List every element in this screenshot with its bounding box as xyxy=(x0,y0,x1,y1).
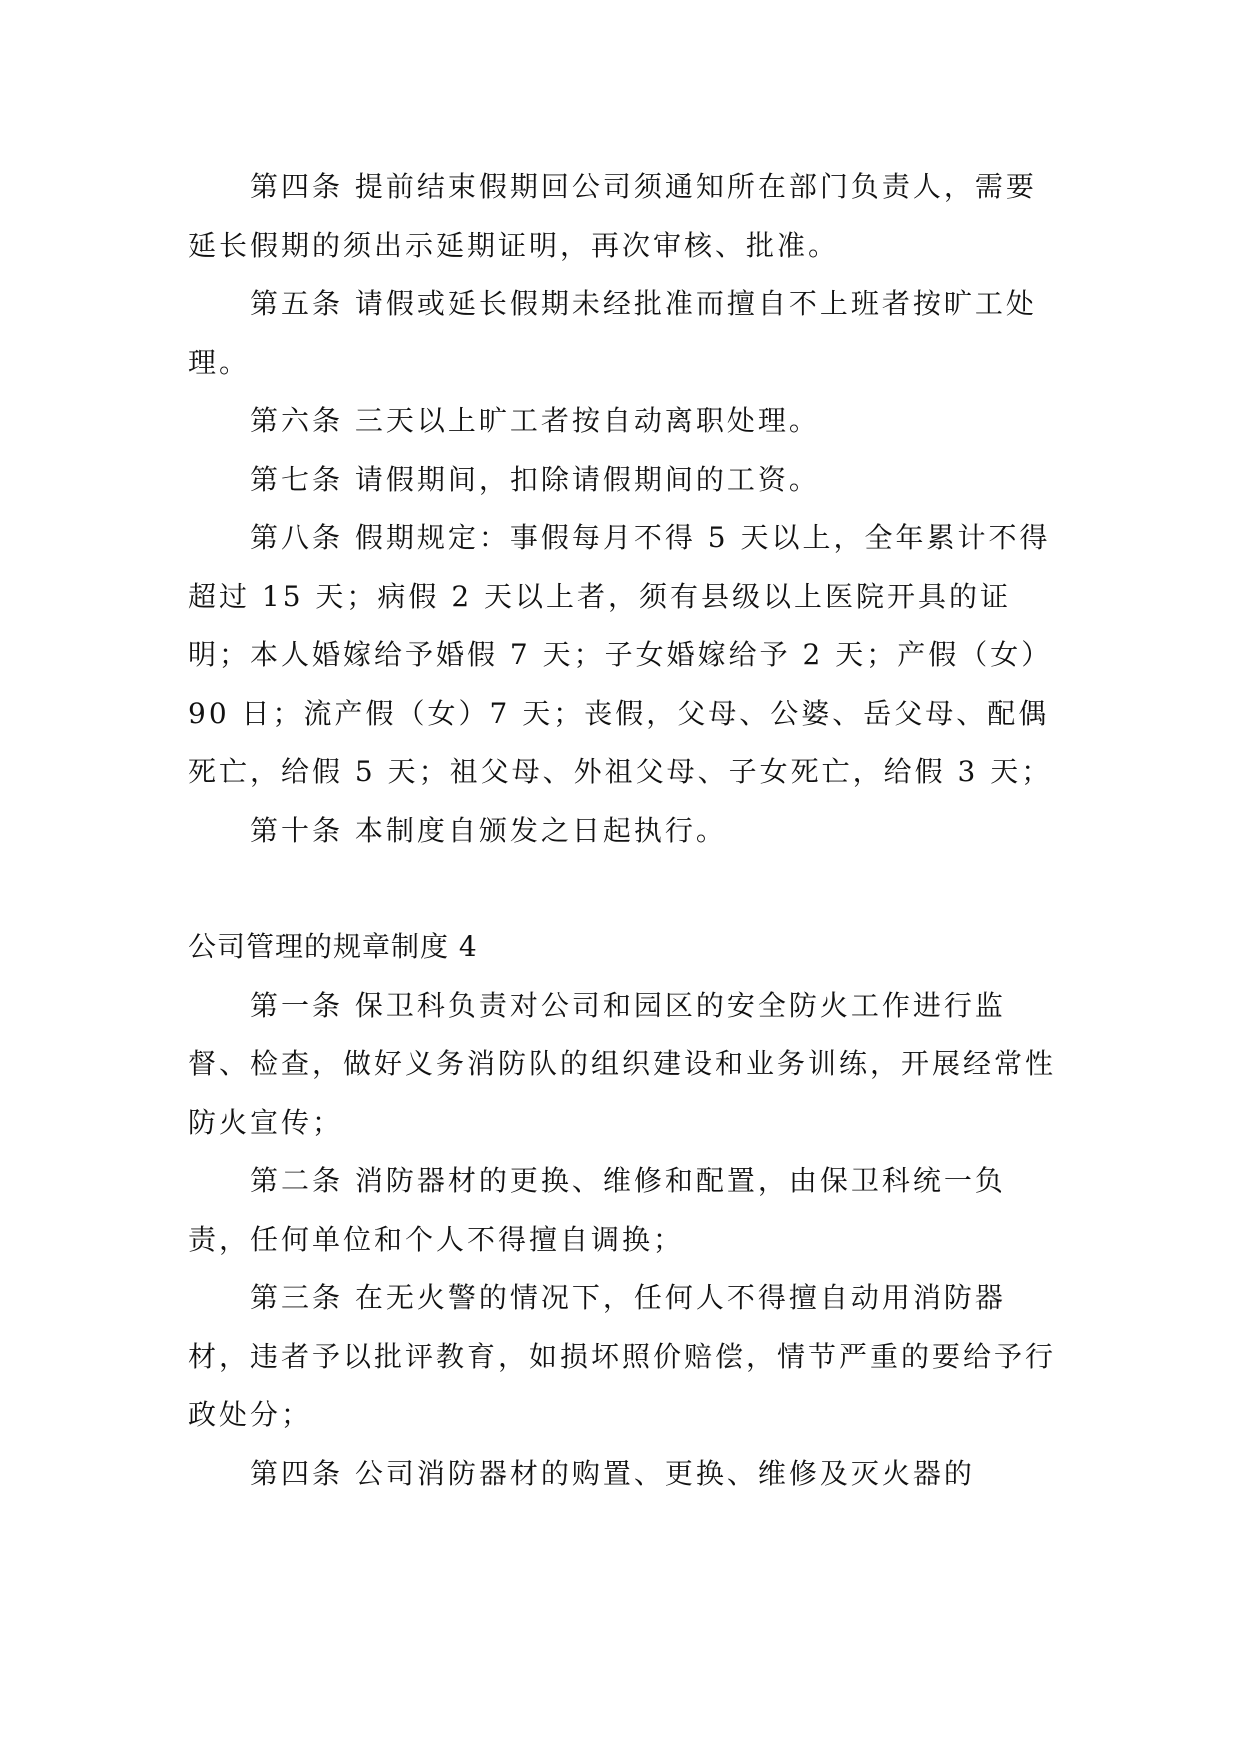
section-title: 公司管理的规章制度 4 xyxy=(188,930,478,963)
article-6-automatic-resignation: 第六条 三天以上旷工者按自动离职处理。 xyxy=(250,404,820,437)
article-2-fire-equipment-maintenance: 第二条 消防器材的更换、维修和配置，由保卫科统一负责，任何单位和个人不得擅自调换； xyxy=(188,1164,1006,1256)
article-4-leave-return: 第四条 提前结束假期回公司须通知所在部门负责人，需要延长假期的须出示延期证明，再次审核、批准。 xyxy=(188,170,1037,262)
article-4-fire-equipment-purchase: 第四条 公司消防器材的购置、更换、维修及灭火器的 xyxy=(250,1456,975,1490)
section-spacer xyxy=(188,860,1058,918)
article-5-unauthorized-absence: 第五条 请假或延长假期未经批准而擅自不上班者按旷工处理。 xyxy=(188,287,1037,379)
document-body xyxy=(188,158,1058,1503)
article-7-salary-deduction: 第七条 请假期间，扣除请假期间的工资。 xyxy=(250,462,820,496)
article-3-fire-equipment-use: 第三条 在无火警的情况下，任何人不得擅自动用消防器材，违者予以批评教育，如损坏照价赔偿，情节严重的要给予行政处分； xyxy=(188,1281,1057,1431)
article-8-leave-rules: 第八条 假期规定：事假每月不得 5 天以上，全年累计不得超过 15 天；病假 2 天以上者，须有县级以上医院开具的证明；本人婚嫁给予婚假 7 天；子女婚嫁给予 2 天；产假（女）90 日；流产假（女）7 天；丧假，父母、公婆、岳父母、配偶死亡，给假 5 天；祖父母、外祖父母、子女死亡，给假 3 天； xyxy=(188,521,1053,788)
article-10-effective-date: 第十条 本制度自颁发之日起执行。 xyxy=(250,813,727,847)
article-1-security-duty: 第一条 保卫科负责对公司和园区的安全防火工作进行监督、检查，做好义务消防队的组织建设和业务训练，开展经常性防火宣传； xyxy=(188,988,1057,1139)
